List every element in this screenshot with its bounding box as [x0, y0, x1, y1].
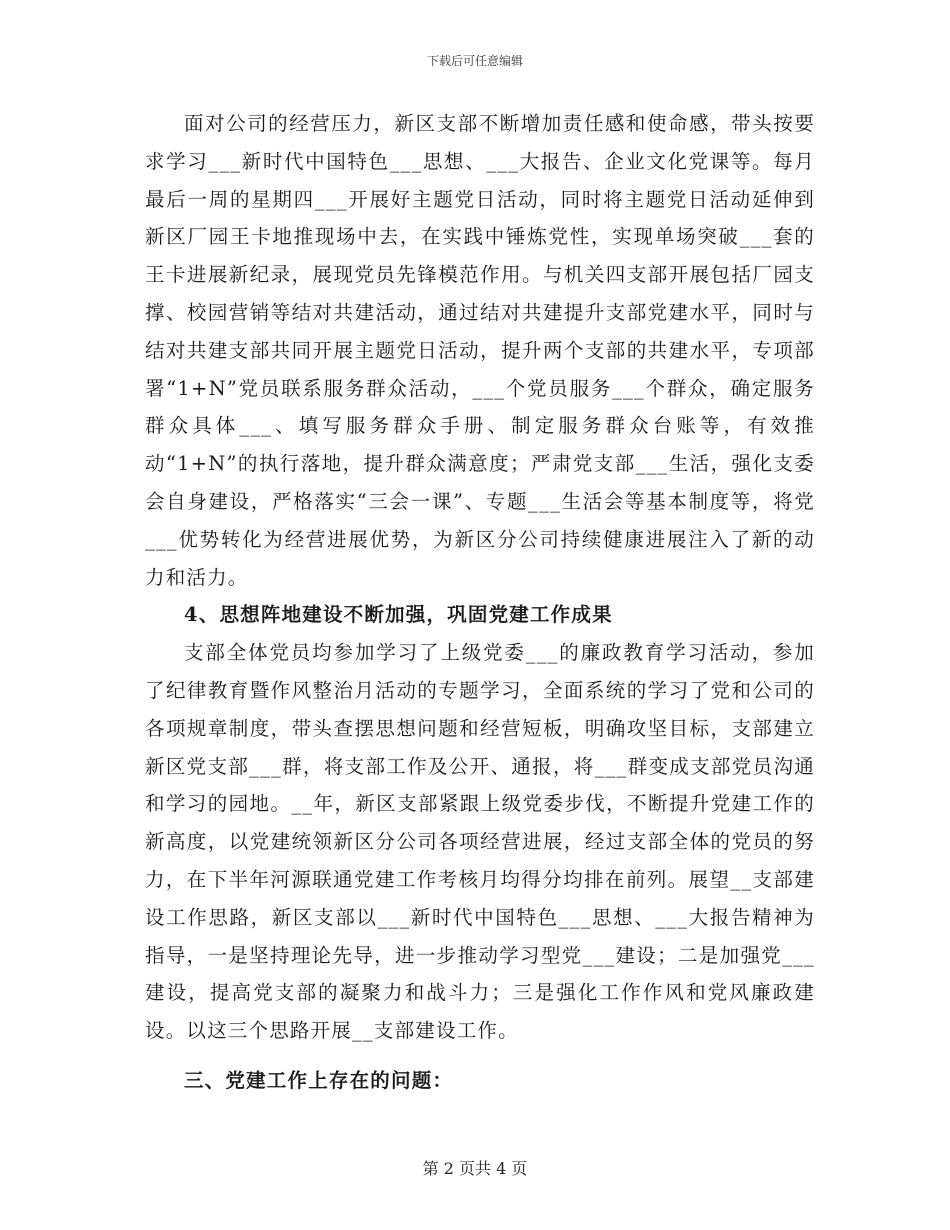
section-heading-4: 4、思想阵地建设不断加强，巩固党建工作成果 [184, 603, 613, 627]
page-header: 下载后可任意编辑 [426, 54, 523, 68]
section-heading-problems: 三、党建工作上存在的问题： [184, 1068, 454, 1092]
paragraph-branch-work: 面对公司的经营压力，新区支部不断增加责任感和使命感，带头按要求学习___新时代中国特色___思想、___大报告、企业文化党课等。每月最后一周的星期四___开展好主题党日活动，同时将主题党日活动延伸到新区厂园王卡地推现场中去，在实践中锤炼党性，实现单场突破___套的王卡进展新纪录，展现党员先锋模范作用。与机关四支部开展包括厂园支撑、校园营销等结对共建活动，通过结对共建提升支部党建水平，同时与结对共建支部共同开展主题党日活动，提升两个支部的共建水平，专项部署“1+N”党员联系服务群众活动，___个党员服务___个群众，确定服务群众具体___、填写服务群众手册、制定服务群众台账等，有效推动“1+N”的执行落地，提升群众满意度；严肃党支部___生活，强化支委会自身建设，严格落实“三会一课”、专题___生活会等基本制度等，将党___优势转化为经营进展优势，为新区分公司持续健康进展注入了新的动力和活力。 [145, 112, 815, 589]
document-body [145, 105, 815, 1100]
page-footer: 第 2 页共 4 页 [422, 1159, 528, 1178]
paragraph-ideology: 支部全体党员均参加学习了上级党委___的廉政教育学习活动，参加了纪律教育暨作风整治月活动的专题学习，全面系统的学习了党和公司的各项规章制度，带头查摆思想问题和经营短板，明确攻坚目标，支部建立新区党支部___群，将支部工作及公开、通报，将___群变成支部党员沟通和学习的园地。__年，新区支部紧跟上级党委步伐，不断提升党建工作的新高度，以党建统领新区分公司各项经营进展，经过支部全体的党员的努力，在下半年河源联通党建工作考核月均得分均排在前列。展望__支部建设工作思路，新区支部以___新时代中国特色___思想、___大报告精神为指导，一是坚持理论先导，进一步推动学习型党___建设；二是加强党___建设，提高党支部的凝聚力和战斗力；三是强化工作作风和党风廉政建设。以这三个思路开展__支部建设工作。 [145, 641, 815, 1043]
